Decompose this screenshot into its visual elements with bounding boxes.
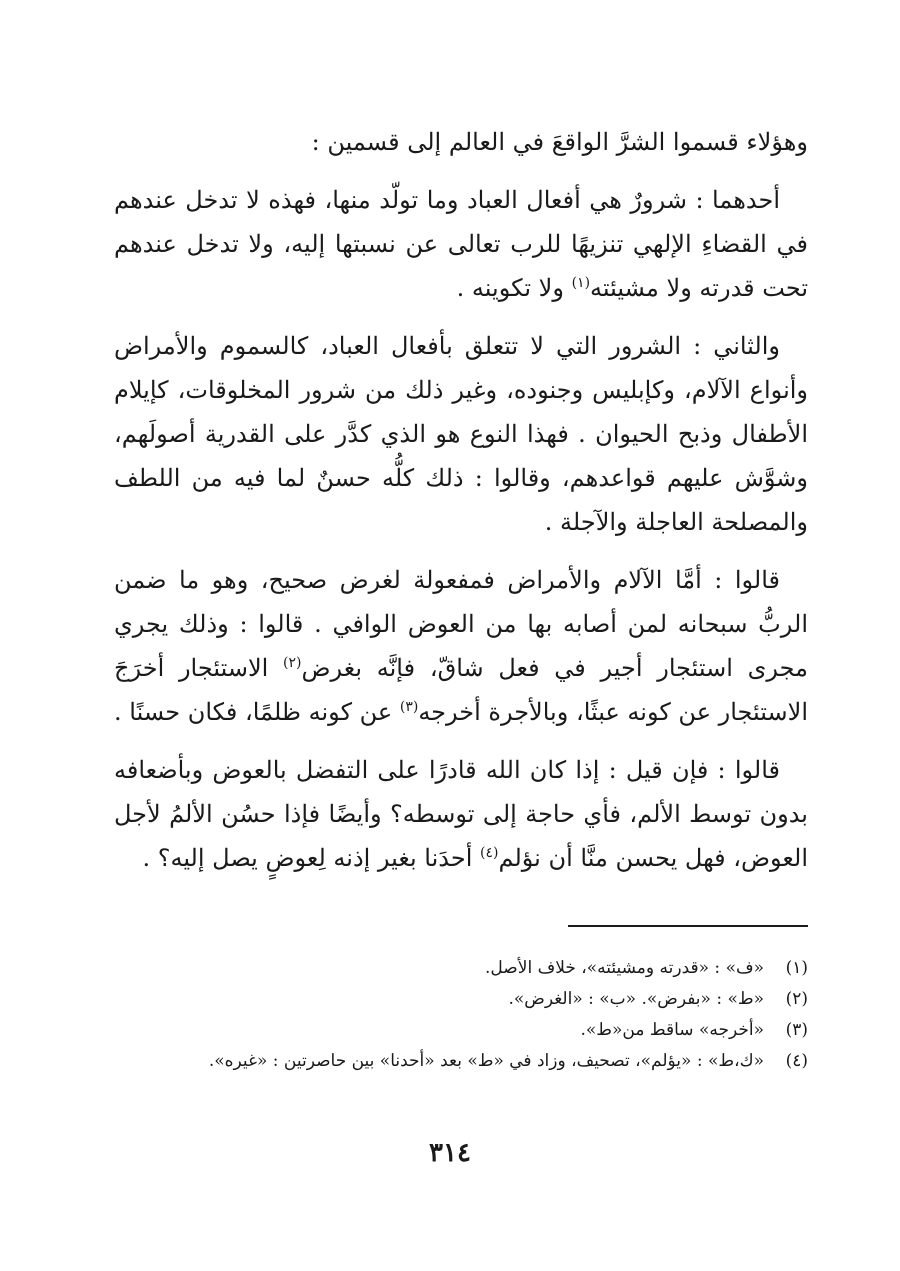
footnote-separator xyxy=(568,925,808,927)
paragraph-3 xyxy=(114,558,808,734)
footnote-3 xyxy=(114,1015,808,1046)
paragraph-3-text-c: عن كونه ظلمًا، فكان حسنًا . xyxy=(114,698,400,726)
footnote-1-text: «ف» : «قدرته ومشيئته»، خلاف الأصل. xyxy=(485,958,764,978)
main-text-body xyxy=(114,120,808,894)
footnote-marker-4[interactable]: (٤) xyxy=(480,845,499,861)
footnote-4 xyxy=(114,1046,808,1077)
paragraph-4-text-b: أحدَنا بغير إذنه لِعوضٍ يصل إليه؟ . xyxy=(142,844,481,872)
paragraph-3-text-b: الاستئجار أخرَجَ الاستئجار عن كونه عبثًا، وبالأجرة أخرجه xyxy=(114,654,808,726)
page-number: ٣١٤ xyxy=(429,1138,471,1168)
paragraph-4 xyxy=(114,748,808,880)
paragraph-4-text-a: قالوا : فإن قيل : إذا كان الله قادرًا على التفضل بالعوض وبأضعافه بدون توسط الألم، فأي حاجة إلى توسطه؟ وأيضًا فإذا حسُن الألمُ لأجل العوض، فهل يحسن منَّا أن نؤلم xyxy=(114,756,808,872)
intro-line xyxy=(114,120,808,164)
footnote-2-text: «ط» : «بفرض». «ب» : «الغرض». xyxy=(508,989,764,1009)
paragraph-1-text-b: ولا تكوينه . xyxy=(456,274,572,302)
intro-text: وهؤلاء قسموا الشرَّ الواقعَ في العالم إلى قسمين : xyxy=(311,128,808,156)
footnote-3-number: (٣) xyxy=(785,1020,808,1040)
footnote-marker-1[interactable]: (١) xyxy=(571,275,591,291)
footnote-3-text: «أخرجه» ساقط من«ط». xyxy=(580,1020,764,1040)
footnote-1-number: (١) xyxy=(785,958,808,978)
footnote-4-number: (٤) xyxy=(785,1051,808,1071)
paragraph-3-text-a: قالوا : أمَّا الآلام والأمراض فمفعولة لغرض صحيح، وهو ما ضمن الربُّ سبحانه لمن أصابه بها من العوض الوافي . قالوا : وذلك يجري مجرى استئجار أجير في فعل شاقّ، فإنَّه بغرض xyxy=(114,566,808,682)
footnote-2 xyxy=(114,984,808,1015)
paragraph-2-text: والثاني : الشرور التي لا تتعلق بأفعال العباد، كالسموم والأمراض وأنواع الآلام، وكإبليس وجنوده، وغير ذلك من شرور المخلوقات، كإيلام الأطفال وذبح الحيوان . فهذا النوع هو الذي كدَّر على القدرية أصولَهم، وشوَّش عليهم قواعدهم، وقالوا : ذلك كلُّه حسنٌ لما فيه من اللطف والمصلحة العاجلة والآجلة . xyxy=(114,332,809,536)
paragraph-1 xyxy=(114,178,808,310)
footnote-4-text: «ك،ط» : «يؤلم»، تصحيف، وزاد في «ط» بعد «أحدنا» بين حاصرتين : «غيره». xyxy=(208,1051,764,1071)
footnote-2-number: (٢) xyxy=(785,989,808,1009)
footnote-1 xyxy=(114,953,808,984)
paragraph-1-text-a: أحدهما : شرورٌ هي أفعال العباد وما تولّد منها، فهذه لا تدخل عندهم في القضاءِ الإلهي تنزيهًا للرب تعالى عن نسبتها إليه، ولا تدخل عندهم تحت قدرته ولا مشيئته xyxy=(114,186,808,302)
footnote-marker-3[interactable]: (٣) xyxy=(399,699,419,715)
paragraph-2 xyxy=(114,324,808,544)
footnote-marker-2[interactable]: (٢) xyxy=(283,655,302,671)
footnotes-section xyxy=(114,953,808,1077)
